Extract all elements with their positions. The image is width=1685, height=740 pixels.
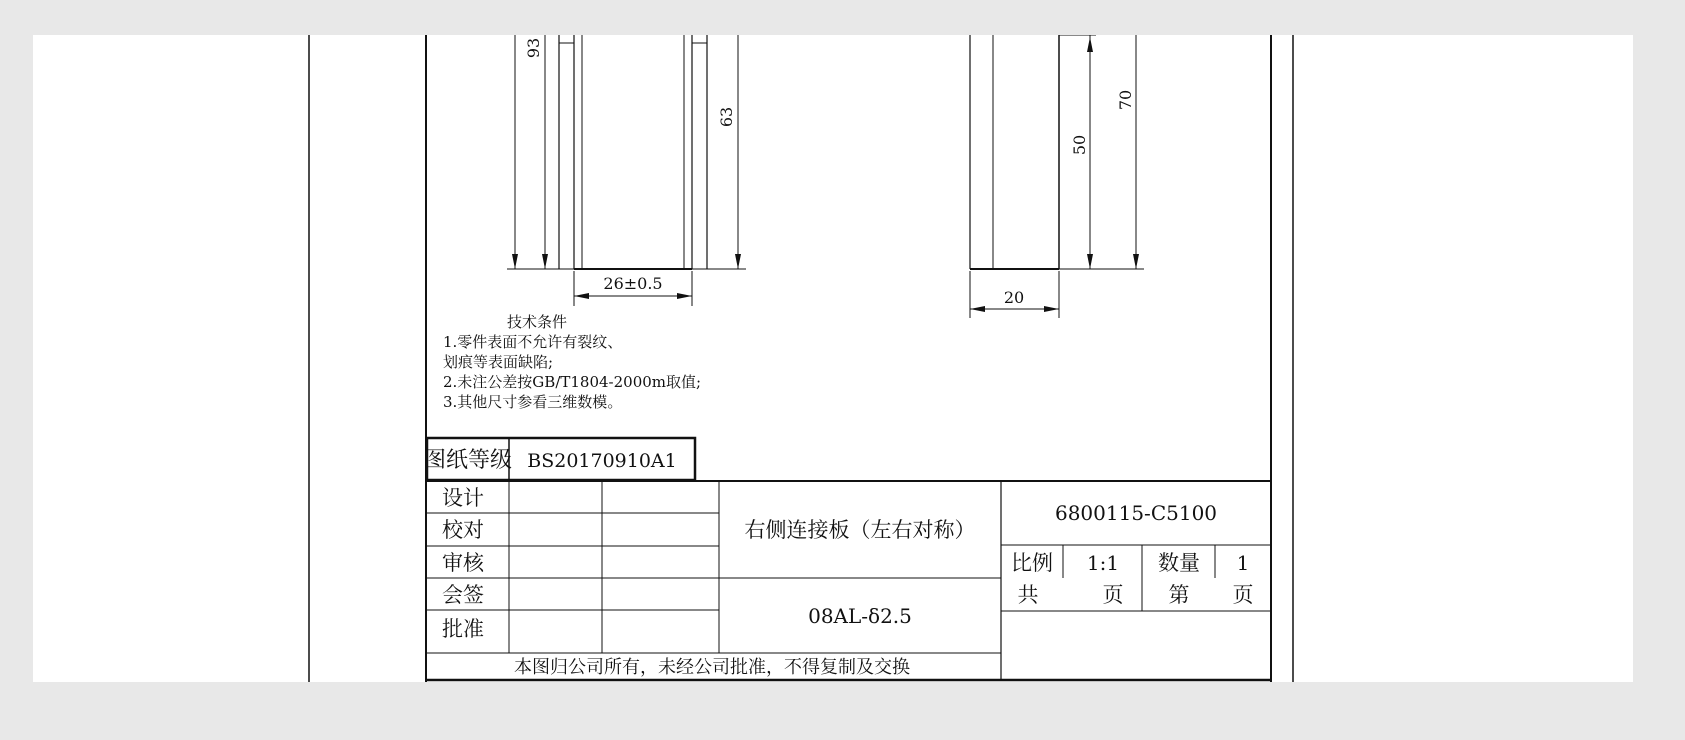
copyright-note: 本图归公司所有，未经公司批准，不得复制及交换 bbox=[514, 657, 910, 678]
drawing-sheet bbox=[33, 35, 1633, 682]
dimension-70: 70 bbox=[1116, 89, 1135, 111]
quantity-label: 数量 bbox=[1158, 551, 1200, 575]
sheet-number-unit: 页 bbox=[1232, 583, 1254, 607]
role-approve: 批准 bbox=[442, 617, 484, 641]
dimension-93: 93 bbox=[524, 37, 543, 59]
total-pages-unit: 页 bbox=[1102, 583, 1124, 607]
role-review: 审核 bbox=[442, 551, 484, 575]
title-block-grid bbox=[423, 438, 1271, 680]
grade-label: 图纸等级 bbox=[423, 448, 513, 473]
dimension-26: 26±0.5 bbox=[603, 274, 663, 293]
notes-line-4: 3.其他尺寸参看三维数模。 bbox=[443, 393, 623, 411]
role-countersign: 会签 bbox=[442, 583, 484, 607]
drawing-viewer[interactable] bbox=[33, 35, 1633, 682]
part-name: 右侧连接板（左右对称） bbox=[744, 518, 976, 542]
dimension-20: 20 bbox=[1003, 288, 1025, 307]
scale-value: 1:1 bbox=[1086, 551, 1120, 575]
right-view-arrows bbox=[970, 37, 1139, 312]
notes-line-3: 2.未注公差按GB/T1804-2000m取值; bbox=[443, 373, 702, 391]
quantity-value: 1 bbox=[1236, 551, 1250, 575]
sheet-number-label: 第 bbox=[1168, 583, 1190, 607]
dimension-63: 63 bbox=[717, 106, 736, 128]
right-view bbox=[970, 35, 1144, 318]
notes-line-1: 1.零件表面不允许有裂纹、 bbox=[443, 333, 623, 351]
scale-label: 比例 bbox=[1011, 551, 1053, 575]
total-pages-label: 共 bbox=[1017, 583, 1039, 607]
notes-title: 技术条件 bbox=[507, 313, 568, 331]
role-check: 校对 bbox=[442, 518, 484, 542]
notes-line-2: 划痕等表面缺陷; bbox=[443, 353, 554, 371]
grade-value: BS20170910A1 bbox=[527, 450, 677, 472]
left-view bbox=[507, 35, 746, 306]
drawing-number: 6800115-C5100 bbox=[1054, 501, 1218, 525]
material-spec: 08AL-δ2.5 bbox=[808, 604, 912, 628]
dimension-50: 50 bbox=[1070, 134, 1089, 156]
role-design: 设计 bbox=[442, 486, 484, 510]
